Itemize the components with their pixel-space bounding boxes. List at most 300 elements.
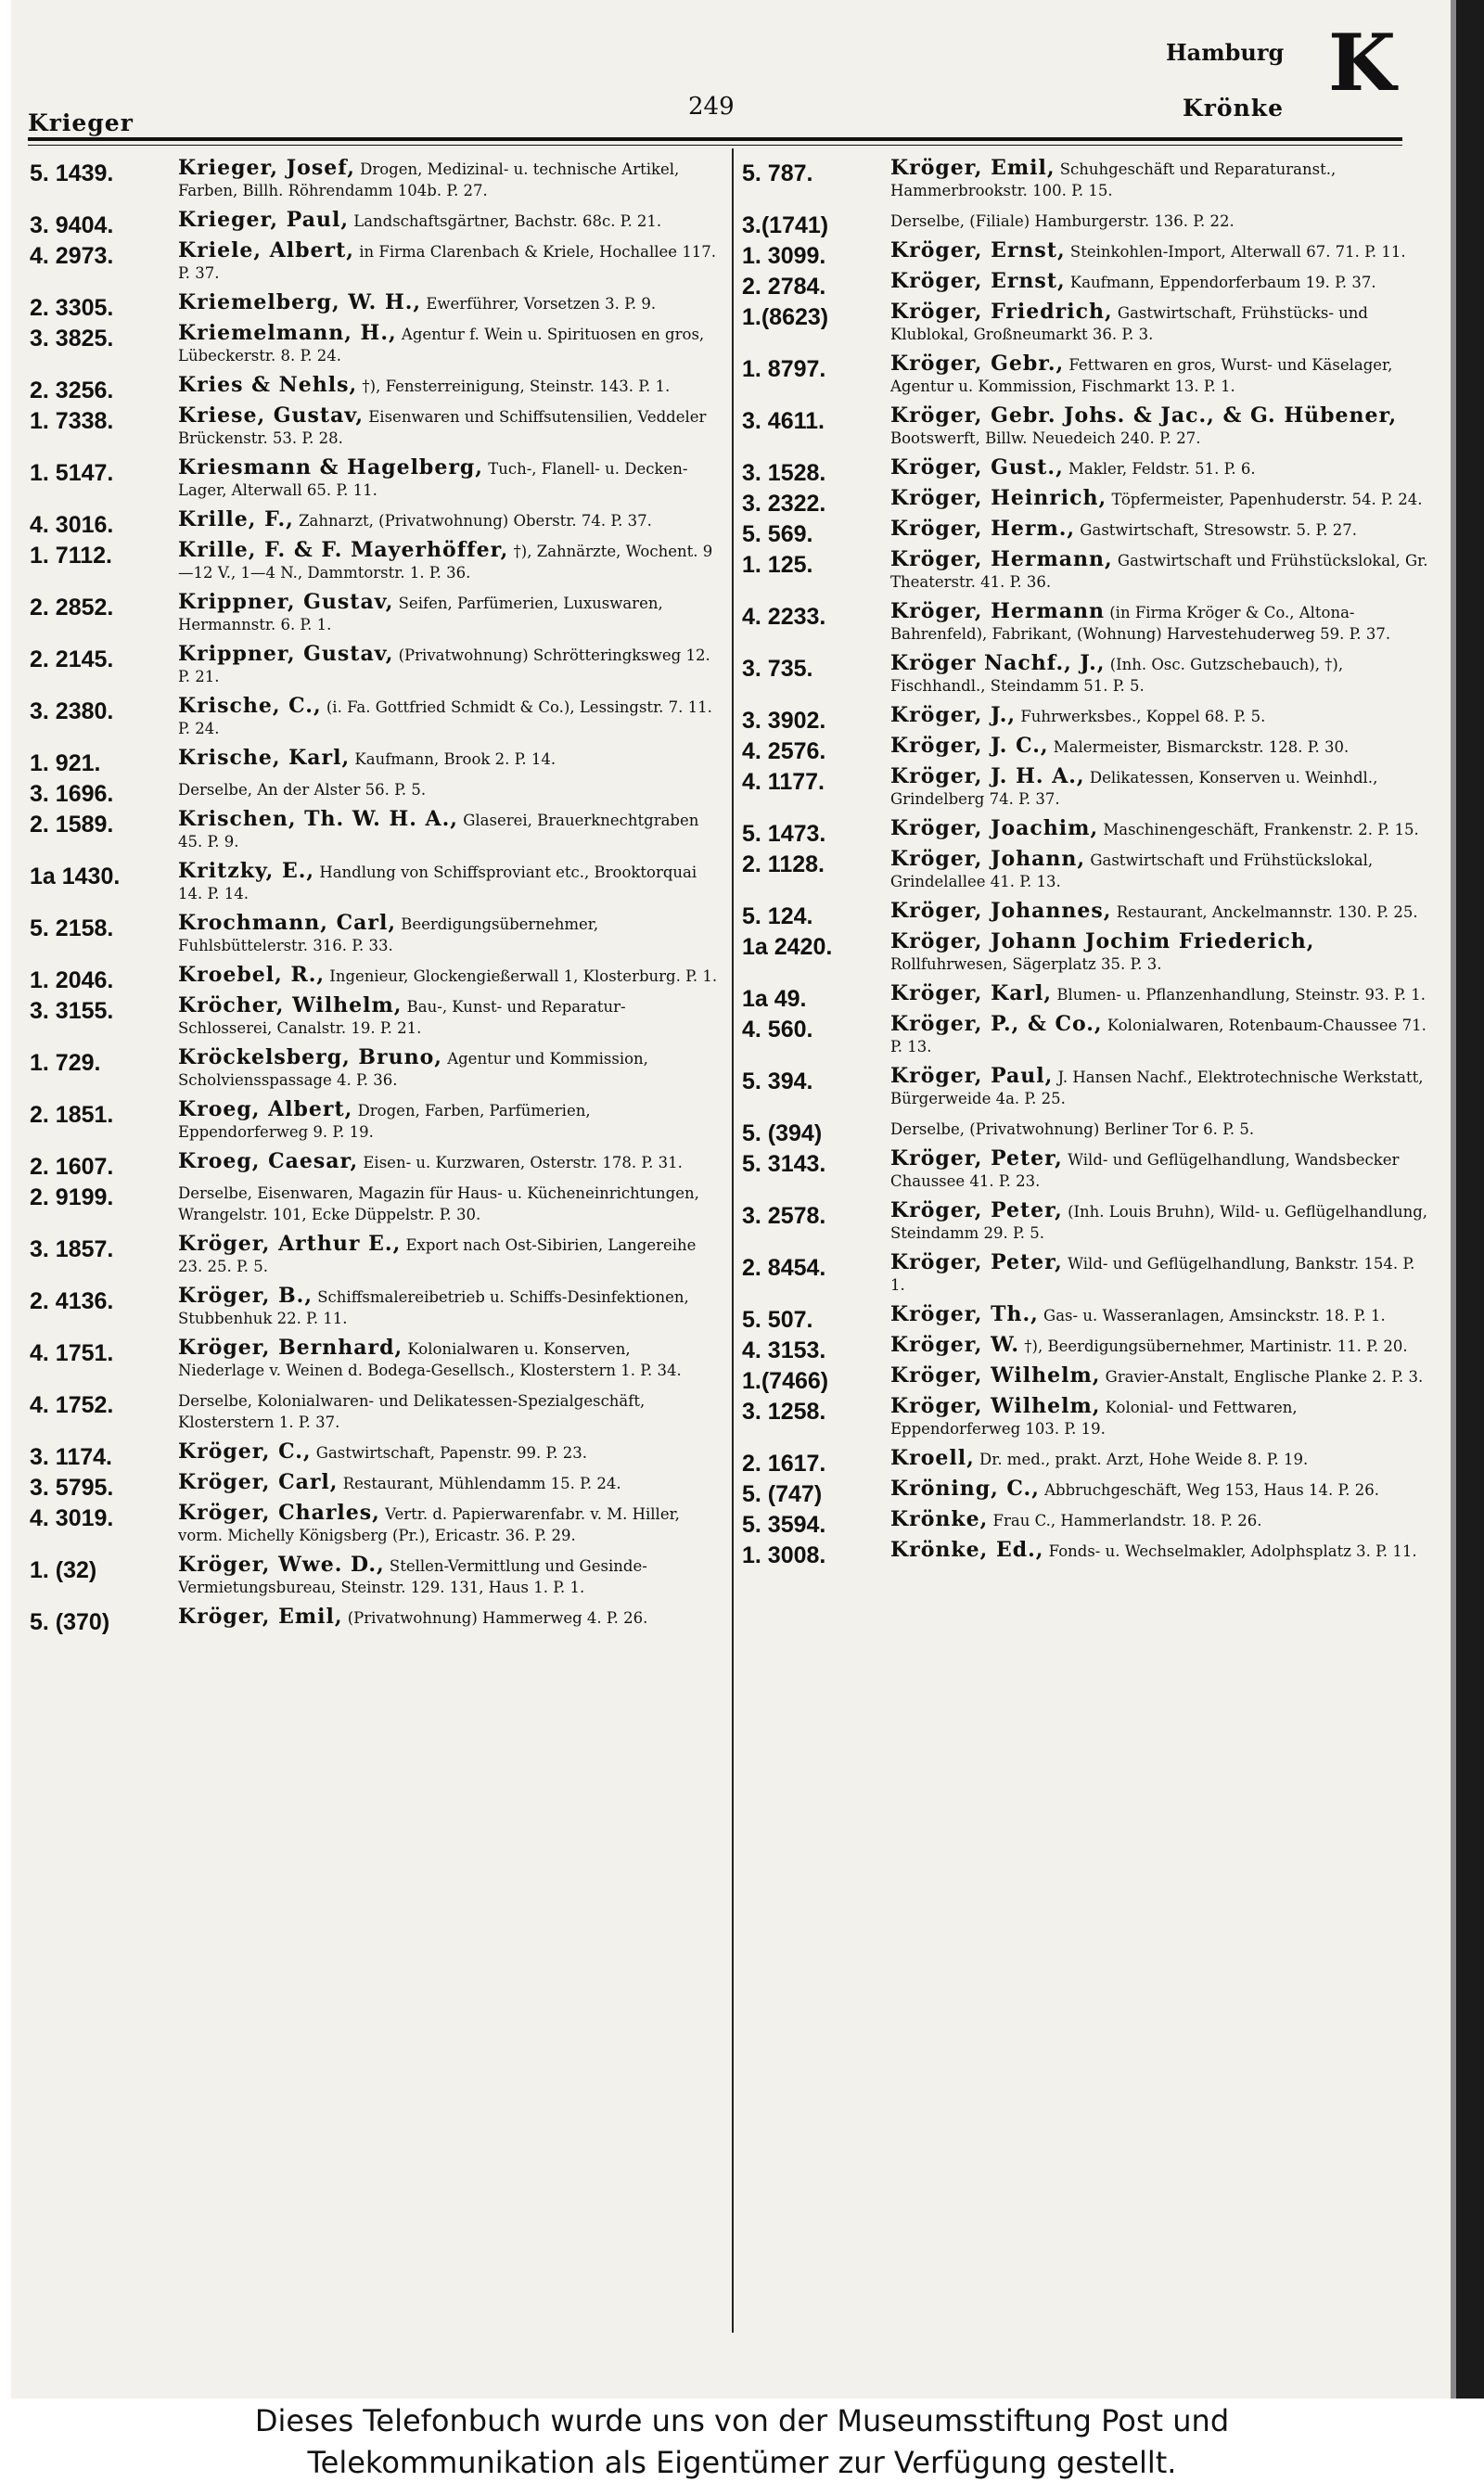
entry-text [890, 705, 1430, 727]
entry-name: Kröger, Hermann [890, 599, 1105, 623]
entry-details: Eisenwaren und Schiffsutensilien, Veddeler Brückenstr. 53. P. 28. [178, 408, 707, 447]
entry-details: Gastwirtschaft und Frühstückslokal, Gr. Theaterstr. 41. P. 36. [890, 552, 1428, 591]
entry-name: Kriemelmann, H., [178, 321, 397, 345]
entry-name: Kriese, Gustav, [178, 403, 365, 428]
phone-number: 4. 2576. [742, 738, 826, 764]
phone-number: 1. 125. [742, 552, 813, 578]
directory-entry [30, 1286, 718, 1329]
entry-details: Derselbe, (Privatwohnung) Berliner Tor 6. P. 5. [890, 1120, 1255, 1138]
entry-text [890, 1335, 1430, 1357]
entry-text [890, 1118, 1430, 1140]
entry-details: Schiffsmalereibetrieb u. Schiffs-Desinfektionen, Stubbenhuk 22. P. 11. [178, 1288, 689, 1327]
phone-number: 3. 1696. [30, 781, 114, 807]
phone-number: 4. 1177. [742, 769, 825, 795]
directory-entry [30, 1047, 718, 1091]
left-column [30, 158, 718, 1637]
directory-entry [30, 963, 718, 993]
entry-text [890, 158, 1430, 201]
entry-text [890, 301, 1430, 345]
entry-details: (Privatwohnung) Hammerweg 4. P. 26. [347, 1609, 648, 1627]
phone-number: 1. 3099. [742, 243, 826, 269]
entry-text [178, 1472, 718, 1494]
phone-number: 2. 9199. [30, 1184, 114, 1210]
phone-number: 2. 3305. [30, 295, 114, 321]
entry-name: Kröger, Peter, [890, 1146, 1063, 1171]
directory-entry [742, 653, 1430, 697]
entry-details: Steinkohlen-Import, Alterwall 67. 71. P. 11. [1069, 243, 1406, 261]
entry-name: Krische, Karl, [178, 746, 351, 770]
entry-name: Krönke, Ed., [890, 1538, 1044, 1562]
directory-entry [742, 405, 1430, 449]
entry-text [890, 518, 1430, 541]
entry-text [178, 861, 718, 904]
phone-number: 5. 787. [742, 160, 813, 186]
entry-name: Kröger, Hermann, [890, 547, 1113, 571]
entry-details: Ingenieur, Glockengießerwall 1, Klosterburg. P. 1. [329, 967, 718, 985]
running-head-city: Hamburg [1166, 39, 1285, 66]
entry-details: Töpfermeister, Papenhuderstr. 54. P. 24. [1111, 491, 1423, 508]
directory-entry [30, 208, 718, 238]
directory-entry [30, 1439, 718, 1470]
phone-number: 3. 1174. [30, 1444, 112, 1470]
entry-name: Kröning, C., [890, 1477, 1040, 1501]
entry-name: Krischen, Th. W. H. A., [178, 807, 458, 831]
phone-number: 5. (370) [30, 1609, 110, 1635]
entry-details: (Inh. Osc. Gutzschebauch), †), Fischhandl., Steindamm 51. P. 5. [890, 656, 1344, 695]
directory-entry [742, 931, 1430, 975]
phone-number: 1. 7338. [30, 408, 114, 434]
entry-text [890, 1304, 1430, 1326]
entry-text [178, 644, 718, 687]
directory-entry [742, 1118, 1430, 1146]
entry-text [178, 292, 718, 314]
entry-name: Kroeg, Caesar, [178, 1149, 359, 1173]
entry-details: in Firma Clarenbach & Kriele, Hochallee 117. P. 37. [178, 243, 717, 282]
directory-entry [30, 457, 718, 501]
entry-details: Gastwirtschaft, Stresowstr. 5. P. 27. [1080, 521, 1357, 539]
entry-details: Abbruchgeschäft, Weg 153, Haus 14. P. 26. [1044, 1481, 1379, 1499]
entry-details: Kolonial- und Fettwaren, Eppendorferweg 103. P. 19. [890, 1399, 1298, 1438]
entry-details: Kaufmann, Brook 2. P. 14. [354, 750, 556, 768]
entry-text [890, 1014, 1430, 1057]
entry-details: Kolonialwaren, Rotenbaum-Chaussee 71. P. 13. [890, 1017, 1426, 1055]
entry-name: Krische, C., [178, 694, 322, 718]
directory-entry [742, 455, 1430, 486]
entry-text [890, 983, 1430, 1005]
phone-number: 3. 1258. [742, 1399, 826, 1425]
entry-name: Krieger, Paul, [178, 208, 349, 232]
entry-name: Kröcher, Wilhelm, [178, 993, 403, 1017]
entry-name: Kröger, Ernst, [890, 269, 1066, 293]
entry-name: Kröger, Peter, [890, 1198, 1063, 1222]
directory-entry [30, 1234, 718, 1277]
directory-entry [742, 766, 1430, 810]
phone-number: 1. 921. [30, 750, 101, 776]
entry-text [890, 1396, 1430, 1439]
phone-number: 4. 3153. [742, 1337, 826, 1363]
phone-number: 2. 2852. [30, 595, 114, 620]
entry-text [890, 1540, 1430, 1562]
directory-entry [742, 301, 1430, 345]
phone-number: 3. 735. [742, 656, 813, 682]
entry-details: Beerdigungsübernehmer, Fuhlsbüttelerstr. 316. P. 33. [178, 915, 599, 954]
phone-number: 1. (32) [30, 1557, 97, 1583]
directory-entry [30, 540, 718, 583]
entry-name: Kröger, J. C., [890, 734, 1049, 758]
right-column [742, 158, 1430, 1570]
phone-number: 1. 2046. [30, 967, 114, 993]
entry-details: Schuhgeschäft und Reparaturanst., Hammerbrookstr. 100. P. 15. [890, 160, 1337, 199]
entry-text [890, 849, 1430, 892]
directory-entry [30, 592, 718, 635]
directory-entry [30, 861, 718, 904]
directory-entry [30, 240, 718, 284]
entry-details: Handlung von Schiffsproviant etc., Brooktorquai 14. P. 14. [178, 864, 697, 902]
directory-entry [742, 1538, 1430, 1568]
directory-entry [30, 778, 718, 807]
entry-text [178, 1441, 718, 1464]
directory-entry [30, 1389, 718, 1433]
entry-details: Tuch-, Flanell- u. Decken-Lager, Alterwall 65. P. 11. [178, 460, 688, 499]
entry-name: Kröger, Charles, [178, 1501, 380, 1525]
entry-text [890, 405, 1430, 449]
entry-name: Kröger, B., [178, 1284, 313, 1308]
phone-number: 1.(7466) [742, 1368, 829, 1394]
entry-details: J. Hansen Nachf., Elektrotechnische Werkstatt, Bürgerweide 4a. P. 25. [890, 1068, 1424, 1107]
phone-number: 4. 1751. [30, 1340, 114, 1366]
entry-text [890, 488, 1430, 510]
entry-details: Ewerführer, Vorsetzen 3. P. 9. [426, 295, 657, 313]
directory-entry [30, 1554, 718, 1598]
entry-name: Kroeg, Albert, [178, 1097, 353, 1121]
entry-name: Kröger, P., & Co., [890, 1012, 1103, 1036]
entry-details: Fuhrwerksbes., Koppel 68. P. 5. [1020, 708, 1266, 725]
directory-entry [30, 323, 718, 366]
entry-name: Kröger, C., [178, 1439, 312, 1464]
directory-entry [30, 158, 718, 201]
entry-text [178, 1099, 718, 1143]
directory-entry [742, 1333, 1430, 1363]
directory-entry [742, 1148, 1430, 1192]
entry-text [890, 353, 1430, 397]
entry-text [178, 1337, 718, 1381]
footer-banner [0, 2399, 1484, 2479]
entry-details: Seifen, Parfümerien, Luxuswaren, Hermannstr. 6. P. 1. [178, 595, 663, 633]
entry-details: Blumen- u. Pflanzenhandlung, Steinstr. 93. P. 1. [1056, 986, 1426, 1004]
phone-number: 5. 1473. [742, 821, 826, 847]
entry-text [178, 405, 718, 449]
entry-details: Kaufmann, Eppendorferbaum 19. P. 37. [1069, 274, 1376, 291]
phone-number: 1a 49. [742, 986, 807, 1012]
directory-entry [30, 913, 718, 956]
directory-entry [30, 644, 718, 687]
entry-name: Kritzky, E., [178, 859, 315, 883]
entry-details: Gastwirtschaft, Papenstr. 99. P. 23. [315, 1444, 587, 1462]
entry-name: Krönke, [890, 1507, 989, 1531]
entry-text [890, 1448, 1430, 1470]
phone-number: 1.(8623) [742, 304, 829, 330]
entry-details: Maschinengeschäft, Frankenstr. 2. P. 15. [1103, 821, 1419, 838]
entry-name: Krieger, Josef, [178, 156, 355, 180]
entry-name: Kröger, Carl, [178, 1470, 339, 1494]
entry-name: Kröger, Paul, [890, 1064, 1054, 1088]
directory-entry [742, 734, 1430, 764]
phone-number: 2. 1851. [30, 1102, 114, 1128]
entry-name: Kröger, Peter, [890, 1250, 1063, 1274]
entry-details: (in Firma Kröger & Co., Altona-Bahrenfeld), Fabrikant, (Wohnung) Harvestehuderweg 59. P. 37. [890, 604, 1391, 643]
directory-entry [30, 995, 718, 1039]
entry-text [178, 748, 718, 770]
entry-details: Drogen, Medizinal- u. technische Artikel, Farben, Billh. Röhrendamm 104b. P. 27. [178, 160, 680, 199]
entry-name: Kröger, Heinrich, [890, 486, 1107, 510]
directory-entry [742, 238, 1430, 269]
entry-details: Glaserei, Brauerknechtgraben 45. P. 9. [178, 812, 699, 851]
entry-text [890, 210, 1430, 232]
entry-text [178, 1047, 718, 1091]
entry-text [890, 736, 1430, 758]
entry-details: Export nach Ost-Sibirien, Langereihe 23. 25. P. 5. [178, 1236, 697, 1275]
directory-entry [742, 210, 1430, 238]
entry-details: Frau C., Hammerlandstr. 18. P. 26. [992, 1512, 1262, 1529]
entry-details: Restaurant, Mühlendamm 15. P. 24. [342, 1475, 621, 1492]
directory-entry [30, 746, 718, 776]
phone-number: 3. 2380. [30, 698, 114, 724]
entry-details: Agentur und Kommission, Scholviensspassage 4. P. 36. [178, 1050, 648, 1089]
directory-entry [30, 696, 718, 739]
entry-name: Kröger, Herm., [890, 517, 1076, 541]
entry-text [890, 818, 1430, 840]
entry-name: Kröger, Friedrich, [890, 300, 1113, 324]
header-rule [28, 137, 1402, 141]
directory-entry [30, 1605, 718, 1635]
entry-text [178, 540, 718, 583]
entry-details: Wild- und Geflügelhandlung, Bankstr. 154. P. 1. [890, 1255, 1415, 1294]
entry-details: Rollfuhrwesen, Sägerplatz 35. P. 3. [890, 955, 1162, 973]
directory-entry [30, 1503, 718, 1546]
entry-details: Vertr. d. Papierwarenfabr. v. M. Hiller, vorm. Michelly Königsberg (Pr.), Ericastr. 36. P. 29. [178, 1505, 680, 1544]
entry-text [178, 1389, 718, 1433]
entry-text [890, 1365, 1430, 1388]
entry-details: Restaurant, Anckelmannstr. 130. P. 25. [1116, 903, 1418, 921]
phone-number: 3. 2578. [742, 1203, 826, 1229]
running-head-left: Krieger [28, 109, 134, 136]
entry-text [178, 696, 718, 739]
entry-name: Kröger, Bernhard, [178, 1336, 403, 1360]
entry-name: Kriemelberg, W. H., [178, 290, 422, 314]
phone-number: 4. 560. [742, 1017, 813, 1043]
entry-text [178, 1503, 718, 1546]
entry-text [890, 1509, 1430, 1531]
entry-text [178, 1286, 718, 1329]
entry-details: Dr. med., prakt. Arzt, Hohe Weide 8. P. 19. [979, 1451, 1309, 1468]
entry-details: Agentur f. Wein u. Spirituosen en gros, Lübeckerstr. 8. P. 24. [178, 326, 705, 365]
header-rule-thin [28, 145, 1402, 146]
phone-number: 2. 3256. [30, 377, 114, 403]
entry-text [178, 995, 718, 1039]
directory-entry [30, 1337, 718, 1381]
phone-number: 2. 1589. [30, 812, 114, 838]
entry-details: (Privatwohnung) Schrötteringksweg 12. P. 21. [178, 646, 710, 685]
entry-name: Kröckelsberg, Bruno, [178, 1045, 442, 1069]
directory-entry [742, 158, 1430, 201]
entry-details: Landschaftsgärtner, Bachstr. 68c. P. 21. [353, 212, 662, 230]
entry-text [890, 549, 1430, 593]
entry-text [178, 158, 718, 201]
running-head-right: Krönke [1183, 95, 1284, 122]
entry-name: Krille, F., [178, 507, 294, 531]
phone-number: 2. 1128. [742, 851, 825, 877]
entry-name: Kroell, [890, 1446, 975, 1470]
entry-text [890, 1148, 1430, 1192]
phone-number: 5. 1439. [30, 160, 114, 186]
entry-name: Kröger, Emil, [890, 156, 1055, 180]
phone-number: 2. 8454. [742, 1255, 826, 1281]
entry-text [178, 778, 718, 800]
entry-details: (i. Fa. Gottfried Schmidt & Co.), Lessingstr. 7. 11. P. 24. [178, 698, 712, 737]
entry-details: Derselbe, Eisenwaren, Magazin für Haus- u. Kücheneinrichtungen, Wrangelstr. 101, Ecke Düppelstr. P. 30. [178, 1184, 699, 1223]
entry-text [890, 1066, 1430, 1109]
directory-entry [742, 1014, 1430, 1057]
entry-details: Derselbe, Kolonialwaren- und Delikatessen-Spezialgeschäft, Klosterstern 1. P. 37. [178, 1392, 646, 1431]
phone-number: 5. (394) [742, 1120, 823, 1146]
entry-name: Kröger, Johann Jochim Friederich, [890, 929, 1315, 953]
entry-name: Kröger, J., [890, 703, 1017, 727]
entry-details: Derselbe, (Filiale) Hamburgerstr. 136. P. 22. [890, 212, 1235, 230]
phone-number: 5. 3594. [742, 1512, 826, 1538]
entry-text [178, 1182, 718, 1225]
entry-text [890, 931, 1430, 975]
entry-text [890, 240, 1430, 262]
entry-text [178, 457, 718, 501]
entry-text [890, 653, 1430, 697]
entry-name: Kröger, Th., [890, 1302, 1039, 1326]
entry-name: Kröger, Johannes, [890, 899, 1112, 923]
entry-details: Derselbe, An der Alster 56. P. 5. [178, 781, 427, 799]
entry-text [178, 509, 718, 531]
phone-number: 2. 4136. [30, 1288, 114, 1314]
directory-entry [742, 981, 1430, 1012]
directory-entry [742, 816, 1430, 847]
entry-details: Gravier-Anstalt, Englische Planke 2. P. 3. [1105, 1368, 1424, 1386]
phone-number: 1. 5147. [30, 460, 114, 486]
entry-details: Fettwaren en gros, Wurst- und Käselager, Agentur u. Kommission, Fischmarkt 13. P. 1. [890, 356, 1393, 395]
directory-entry [742, 269, 1430, 300]
entry-text [890, 271, 1430, 293]
section-letter: K [1328, 17, 1397, 109]
entry-details: Stellen-Vermittlung und Gesinde-Vermietungsbureau, Steinstr. 129. 131, Haus 1. P. 1. [178, 1557, 647, 1596]
phone-number: 3. 1528. [742, 460, 826, 486]
directory-entry [30, 507, 718, 538]
scan-border [1456, 0, 1484, 2399]
entry-name: Krippner, Gustav, [178, 590, 394, 614]
entry-name: Kröger, Wilhelm, [890, 1394, 1101, 1418]
entry-details: Eisen- u. Kurzwaren, Osterstr. 178. P. 31. [363, 1154, 683, 1171]
entry-text [178, 809, 718, 852]
entry-name: Kröger, Gust., [890, 455, 1064, 480]
directory-entry [30, 1099, 718, 1143]
phone-number: 2. 2145. [30, 646, 114, 672]
entry-name: Kröger, W. [890, 1333, 1020, 1357]
entry-details: Makler, Feldstr. 51. P. 6. [1068, 460, 1256, 478]
entry-text [890, 901, 1430, 923]
directory-entry [742, 1477, 1430, 1507]
entry-details: Delikatessen, Konserven u. Weinhdl., Grindelberg 74. P. 37. [890, 769, 1378, 808]
entry-name: Kröger, Joachim, [890, 816, 1099, 840]
entry-details: †), Zahnärzte, Wochent. 9—12 V., 1—4 N., Dammtorstr. 1. P. 36. [178, 543, 713, 582]
directory-page [11, 0, 1459, 2399]
entry-name: Kröger, Ernst, [890, 238, 1066, 262]
directory-entry [742, 601, 1430, 645]
phone-number: 5. 507. [742, 1307, 813, 1333]
entry-name: Kroebel, R., [178, 963, 326, 987]
entry-text [178, 1151, 718, 1173]
entry-name: Kröger, Wilhelm, [890, 1363, 1101, 1388]
entry-text [890, 1200, 1430, 1244]
entry-text [178, 375, 718, 397]
entry-text [890, 457, 1430, 480]
phone-number: 5. 2158. [30, 915, 114, 941]
phone-number: 5. 124. [742, 903, 813, 929]
entry-text [178, 210, 718, 232]
entry-text [178, 1234, 718, 1277]
directory-entry [30, 1182, 718, 1225]
entry-name: Kröger, Johann, [890, 847, 1086, 871]
entry-name: Krille, F. & F. Mayerhöffer, [178, 538, 509, 562]
entry-text [890, 601, 1430, 645]
entry-details: Bau-, Kunst- und Reparatur-Schlosserei, Canalstr. 19. P. 21. [178, 998, 626, 1037]
entry-text [890, 1252, 1430, 1296]
entry-details: Gastwirtschaft, Frühstücks- und Klublokal, Großneumarkt 36. P. 3. [890, 304, 1368, 343]
entry-text [178, 323, 718, 366]
entry-name: Kröger, Gebr., [890, 352, 1065, 376]
phone-number: 1a 1430. [30, 864, 121, 889]
directory-entry [742, 1507, 1430, 1538]
entry-name: Kröger Nachf., J., [890, 651, 1106, 675]
phone-number: 3. 1857. [30, 1236, 114, 1262]
entry-name: Kröger, Emil, [178, 1605, 343, 1629]
phone-number: 1. 729. [30, 1050, 101, 1076]
phone-number: 4. 3019. [30, 1505, 114, 1531]
entry-details: Malermeister, Bismarckstr. 128. P. 30. [1053, 738, 1350, 756]
entry-text [178, 1606, 718, 1629]
directory-entry [742, 1200, 1430, 1244]
phone-number: 3. 3825. [30, 326, 114, 352]
entry-name: Kriesmann & Hagelberg, [178, 455, 483, 480]
entry-name: Kröger, Gebr. Johs. & Jac., & G. Hübener, [890, 403, 1398, 428]
phone-number: 2. 1617. [742, 1451, 826, 1477]
entry-details: Drogen, Farben, Parfümerien, Eppendorferweg 9. P. 19. [178, 1102, 591, 1141]
entry-details: Bootswerft, Billw. Neuedeich 240. P. 27. [890, 429, 1201, 447]
entry-details: Gas- u. Wasseranlagen, Amsinckstr. 18. P. 1. [1043, 1307, 1386, 1324]
directory-entry [30, 290, 718, 321]
directory-entry [742, 1446, 1430, 1477]
phone-number: 5. 3143. [742, 1151, 826, 1177]
directory-entry [742, 353, 1430, 397]
phone-number: 3.(1741) [742, 212, 829, 238]
phone-number: 3. 3902. [742, 708, 826, 734]
directory-entry [742, 1252, 1430, 1296]
directory-entry [742, 486, 1430, 517]
directory-entry [742, 1066, 1430, 1109]
entry-name: Krochmann, Carl, [178, 911, 396, 935]
page-number: 249 [688, 93, 735, 121]
directory-entry [30, 1149, 718, 1180]
entry-text [178, 240, 718, 284]
directory-entry [30, 1470, 718, 1501]
phone-number: 4. 3016. [30, 512, 114, 538]
phone-number: 1. 3008. [742, 1542, 826, 1568]
phone-number: 1. 8797. [742, 356, 826, 382]
